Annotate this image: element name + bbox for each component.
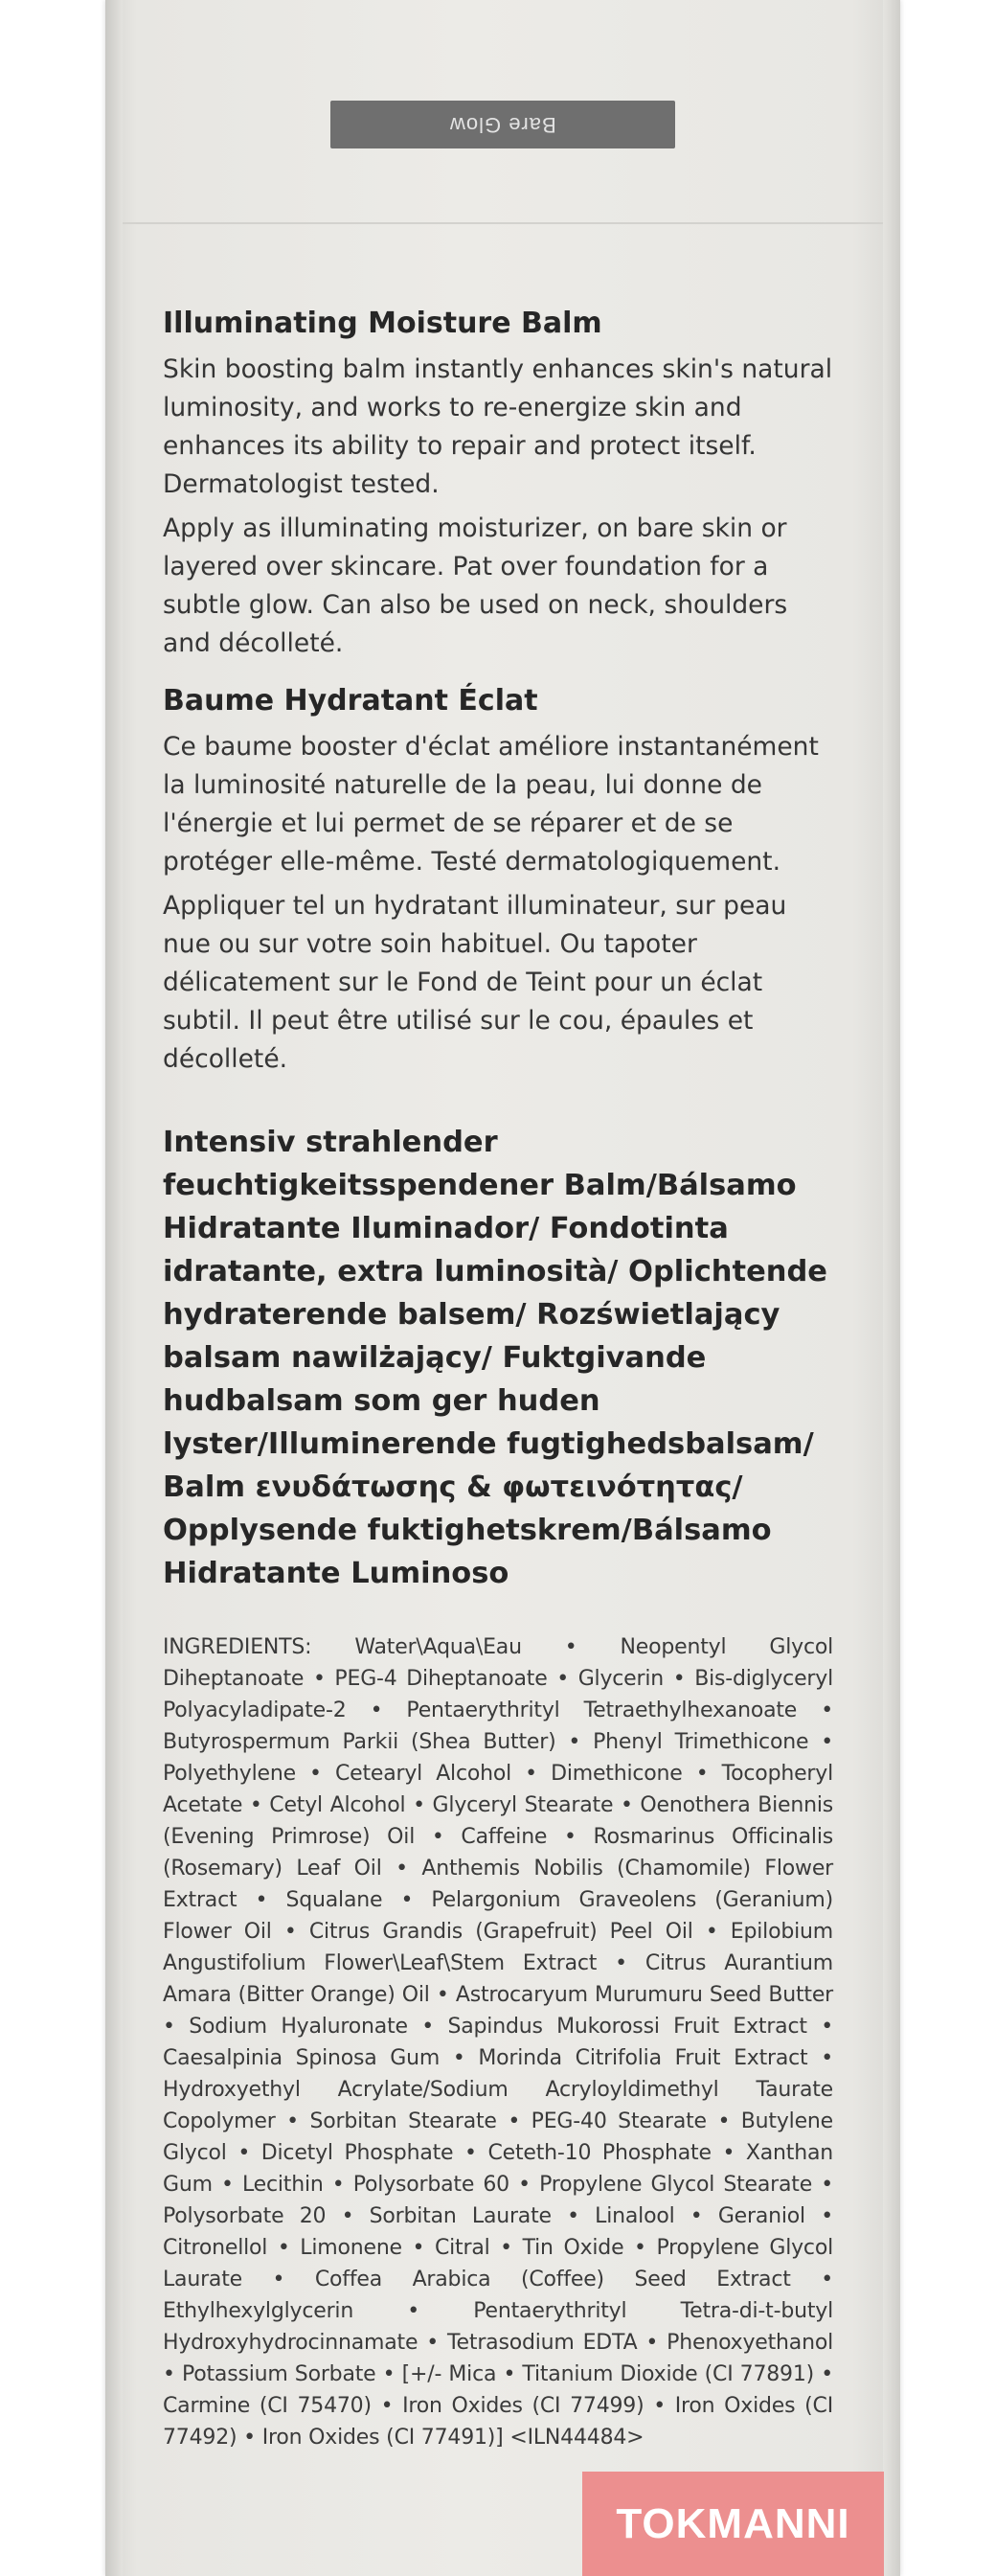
multilanguage-title: Intensiv strahlender feuchtigkeitsspendener Balm/Bálsamo Hidratante Iluminador/ Fondotinta idratante, extra luminosità/ Oplichtende hydraterende balsem/ Rozświetlający balsam nawilżający/ Fuktgivande hudbalsam som ger huden lyster/Illuminerende fugtighedsbalsam/ Balm ενυδάτωσης & φωτεινότητας/ Opplysende fuktighetskrem/Bálsamo Hidratante Luminoso [163, 1126, 827, 1590]
en-title: Illuminating Moisture Balm [163, 307, 602, 340]
ingredients-label: INGREDIENTS: [163, 1635, 312, 1659]
box-text-panel [163, 305, 833, 2453]
ingredients-text: Water\Aqua\Eau • Neopentyl Glycol Diheptanoate • PEG-4 Diheptanoate • Glycerin • Bis-diglyceryl Polyacyladipate-2 • Pentaerythrityl Tetraethylhexanoate • Butyrospermum Parkii (Shea Butter) • Phenyl Trimethicone • Polyethylene • Cetearyl Alcohol • Dimethicone • Tocopheryl Acetate • Cetyl Alcohol • Glyceryl Stearate • Oenothera Biennis (Evening Primrose) Oil • Caffeine • Rosmarinus Officinalis (Rosemary) Leaf Oil • Anthemis Nobilis (Chamomile) Flower Extract • Squalane • Pelargonium Graveolens (Geranium) Flower Oil • Citrus Grandis (Grapefruit) Peel Oil • Epilobium Angustifolium Flower\Leaf\Stem Extract • Citrus Aurantium Amara (Bitter Orange) Oil • Astrocaryum Murumuru Seed Butter • Sodium Hyaluronate • Sapindus Mukorossi Fruit Extract • Caesalpinia Spinosa Gum • Morinda Citrifolia Fruit Extract • Hydroxyethyl Acrylate/Sodium Acryloyldimethyl Taurate Copolymer • Sorbitan Stearate • PEG-40 Stearate • Butylene Glycol • Dicetyl Phosphate • Ceteth-10 Phosphate • Xanthan Gum • Lecithin • Polysorbate 60 • Propylene Glycol Stearate • Polysorbate 20 • Sorbitan Laurate • Linalool • Geraniol • Citronellol • Limonene • Citral • Tin Oxide • Propylene Glycol Laurate • Coffea Arabica (Coffee) Seed Extract • Ethylhexylglycerin • Pentaerythrityl Tetra-di-t-butyl Hydroxyhydrocinnamate • Tetrasodium EDTA • Phenoxyethanol • Potassium Sorbate • [+/- Mica • Titanium Dioxide (CI 77891) • Carmine (CI 75470) • Iron Oxides (CI 77499) • Iron Oxides (CI 77492) • Iron Oxides (CI 77491)] <ILN44484> [163, 1635, 834, 2450]
box-right-edge [883, 0, 900, 2576]
box-left-edge [105, 0, 123, 2576]
ingredients-list [163, 1631, 833, 2453]
fr-description: Ce baume booster d'éclat améliore instantanément la luminosité naturelle de la peau, lui donne de l'énergie et lui permet de se réparer et de se protéger elle-même. Testé dermatologiquement. [163, 732, 819, 877]
tokmanni-watermark [582, 2472, 884, 2576]
shade-label-text: Bare Glow [449, 113, 556, 137]
box-flap-fold [123, 222, 883, 224]
shade-label [330, 101, 675, 148]
fr-title: Baume Hydratant Éclat [163, 684, 538, 718]
en-directions: Apply as illuminating moisturizer, on bare skin or layered over skincare. Pat over foundation for a subtle glow. Can also be used on neck, shoulders and décolleté. [163, 513, 788, 658]
watermark-text: TOKMANNI [616, 2499, 850, 2547]
fr-directions: Appliquer tel un hydratant illuminateur, sur peau nue ou sur votre soin habituel. Ou tapoter délicatement sur le Fond de Teint pour un éclat subtil. Il peut être utilisé sur le cou, épaules et décolleté. [163, 891, 787, 1074]
en-description: Skin boosting balm instantly enhances skin's natural luminosity, and works to re-energize skin and enhances its ability to repair and protect itself. Dermatologist tested. [163, 354, 833, 499]
